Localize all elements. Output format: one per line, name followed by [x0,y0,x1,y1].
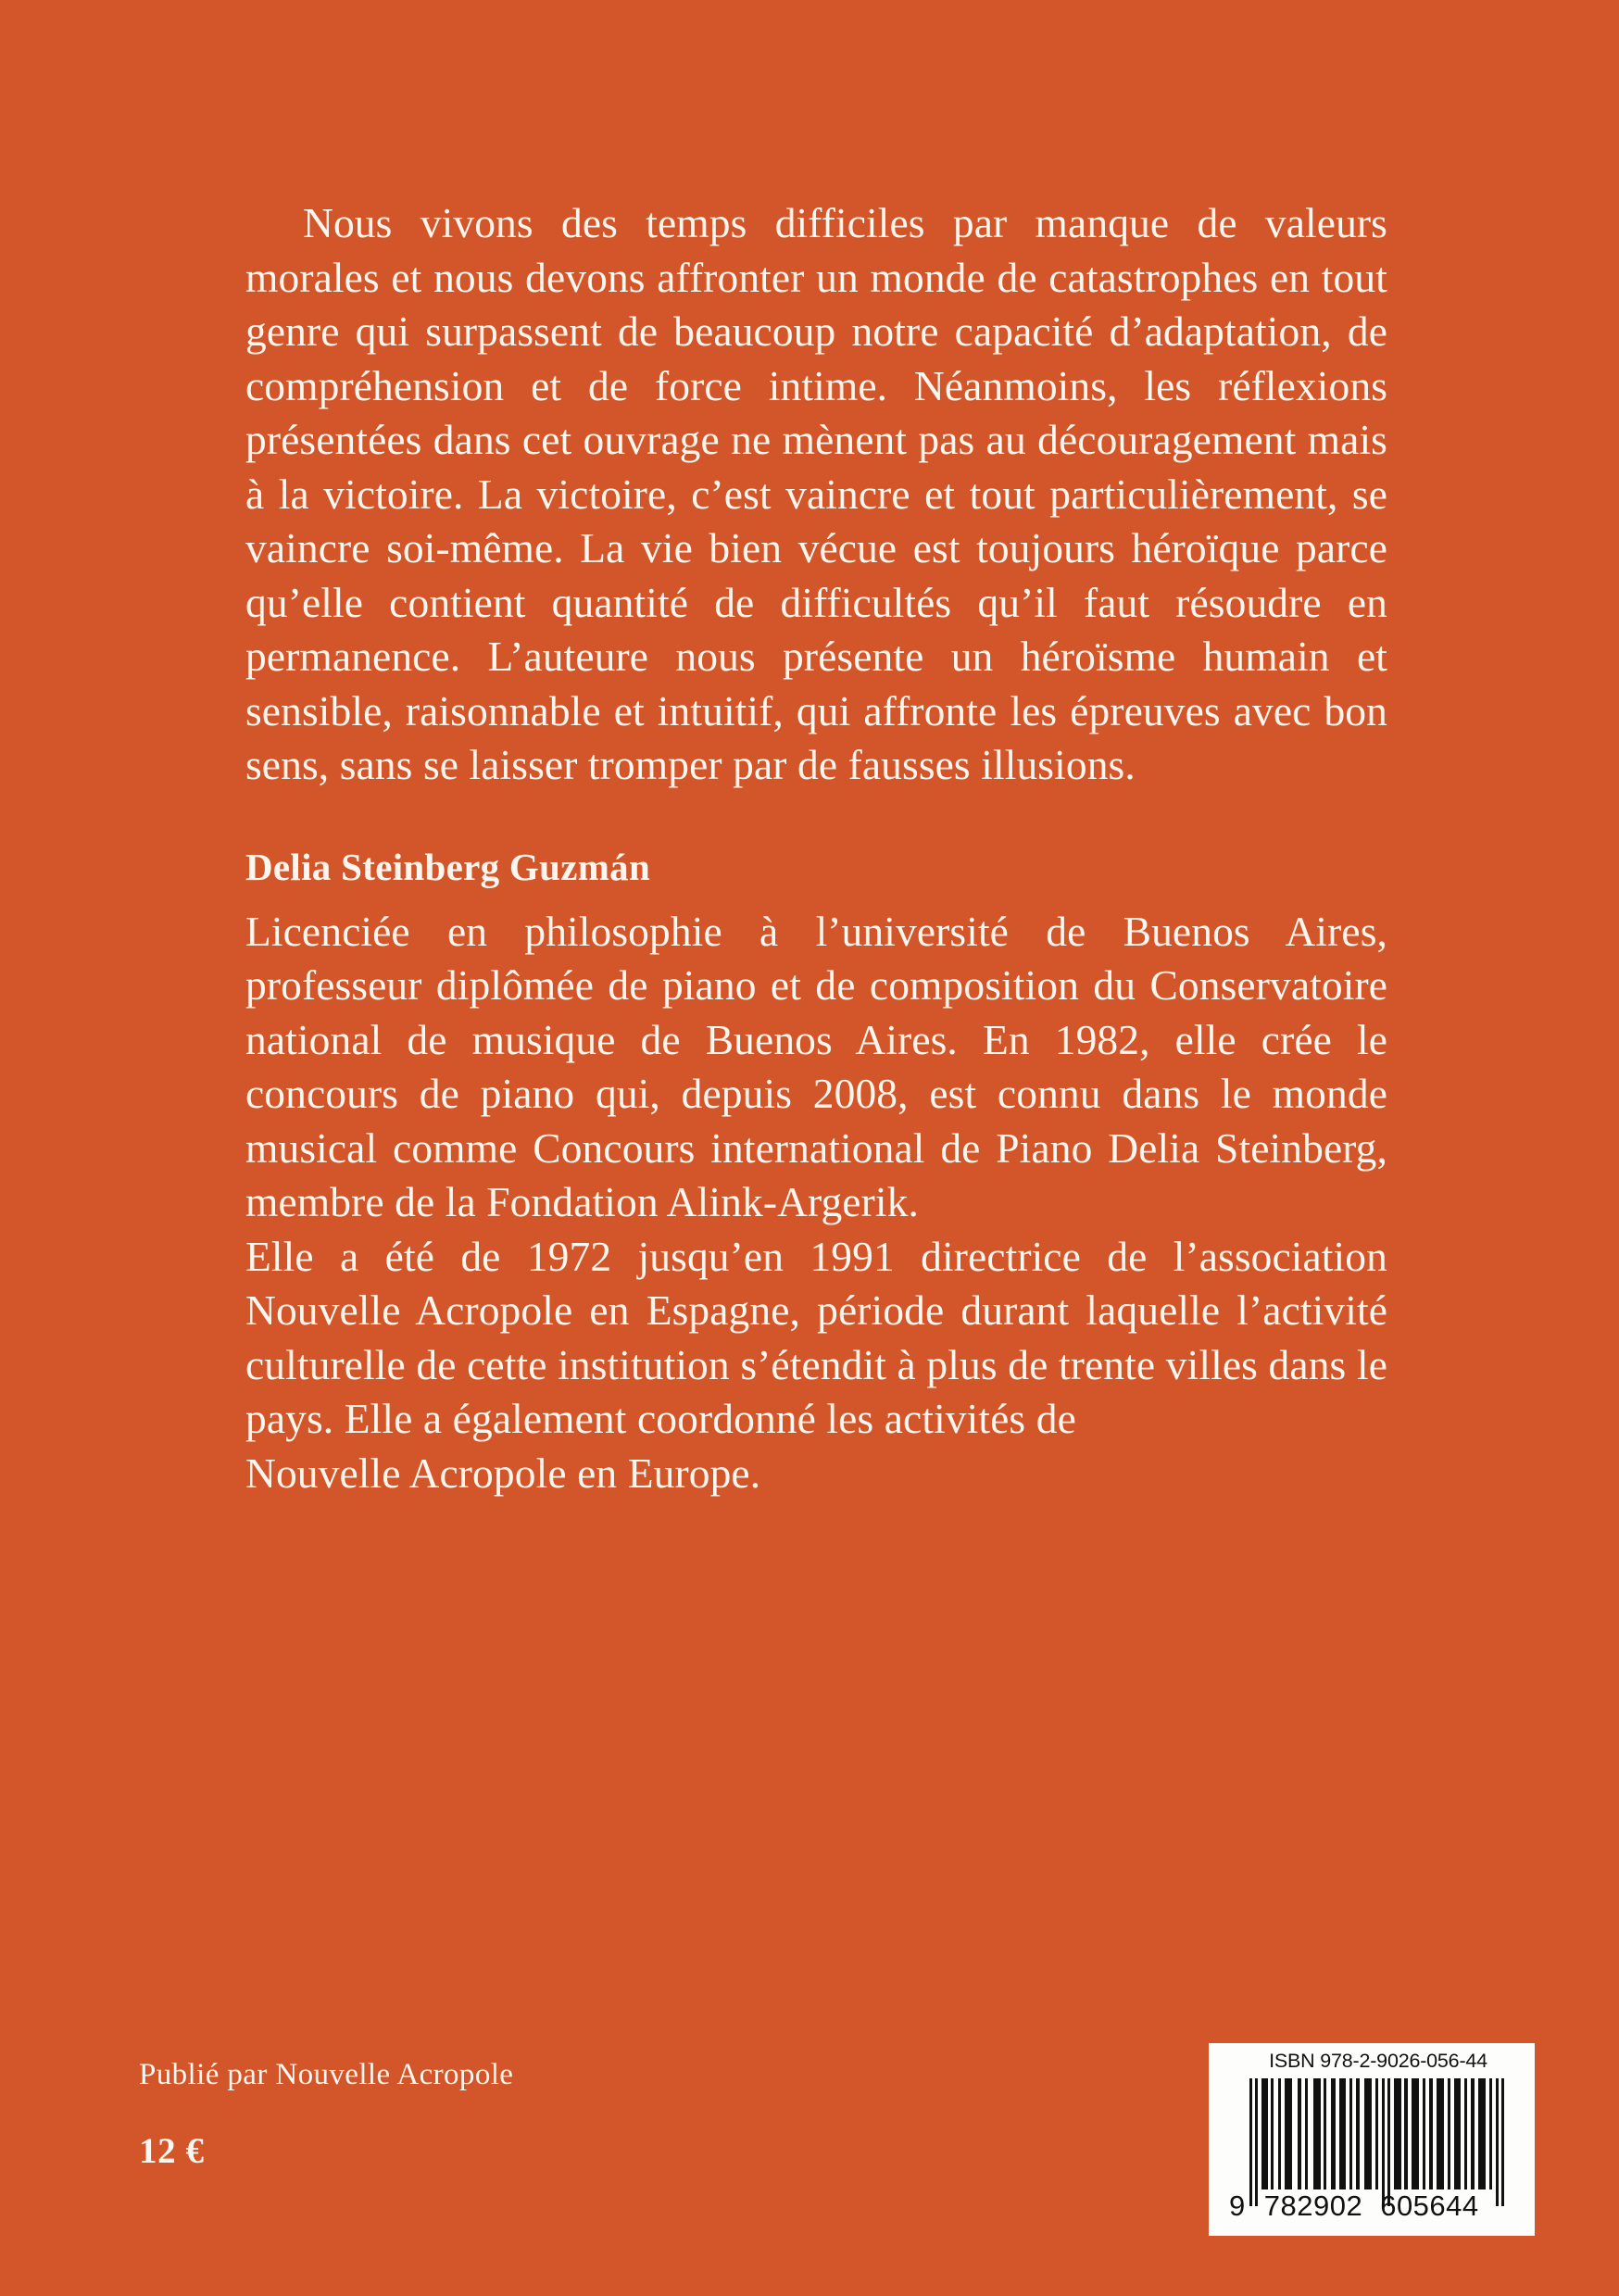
ean-group-1: 782902 [1263,2189,1363,2222]
price-label: 12 € [139,2131,205,2171]
author-name-heading: Delia Steinberg Guzmán [245,845,651,888]
author-bio-paragraph-1: Licenciée en philosophie à l’université de Buenos Aires, professeur diplômée de piano et de composition du Conservatoire national de musique de Buenos Aires. En 1982, elle crée le concours de piano qui, depuis 2008, est connu dans le monde musical comme Concours international de Piano Delia Steinberg, membre de la Fondation Alink-Argerik. [245,907,1387,1225]
blurb-paragraph: Nous vivons des temps difficiles par manque de valeurs morales et nous devons affronter un monde de catastrophes en tout genre qui surpassent de beaucoup notre capacité d’adaptation, de compréhension et de force intime. Néanmoins, les réflexions présentées dans cet ouvrage ne mènent pas au découragement mais à la victoire. La victoire, c’est vaincre et tout particulièrement, se vaincre soi-même. La vie bien vécue est toujours héroïque parce qu’elle contient quantité de difficultés qu’il faut résoudre en permanence. L’auteure nous présente un héroïsme humain et sensible, raisonnable et intuitif, qui affronte les épreuves avec bon sens, sans se laisser tromper par de fausses illusions. [245,199,1387,788]
author-bio-paragraph-2-last-line: Nouvelle Acropole en Europe. [245,1449,761,1497]
barcode-bars-icon [1249,2078,1507,2206]
ean-lead-digit: 9 [1229,2189,1246,2222]
author-bio-paragraph-2: Elle a été de 1972 jusqu’en 1991 directrice de l’association Nouvelle Acropole en Espagne, période durant laquelle l’activité culturelle de cette institution s’étendit à plus de trente villes dans le pays. Elle a également coordonné les activités de [245,1232,1387,1442]
ean-digits [1229,2189,1516,2223]
isbn-text: ISBN 978-2-9026-056-44 [1269,2050,1487,2072]
ean-group-2: 605644 [1380,2189,1479,2222]
text-column [245,196,1387,1500]
barcode-block [1209,2043,1535,2236]
publisher-line: Publié par Nouvelle Acropole [139,2058,514,2091]
